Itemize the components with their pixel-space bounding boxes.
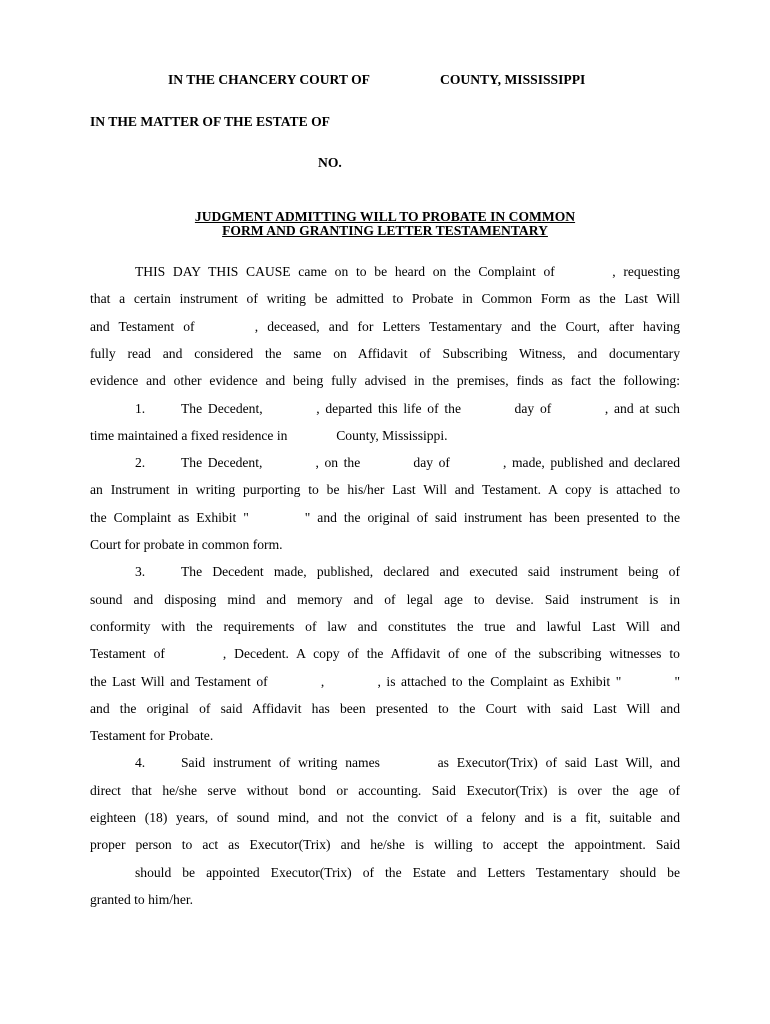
body-text: Court for probate in common form.	[90, 537, 283, 552]
body-text: direct that he/she serve without bond or accounting. Said Executor(Trix) is over the age of	[90, 783, 680, 798]
body-line	[90, 782, 680, 800]
document-title-line-2: FORM AND GRANTING LETTER TESTAMENTARY	[222, 223, 548, 238]
body-line	[90, 591, 680, 609]
estate-heading: IN THE MATTER OF THE ESTATE OF	[90, 114, 330, 129]
body-text: an Instrument in writing purporting to be his/her Last Will and Testament. A copy is attached to	[90, 482, 680, 497]
body-text: that a certain instrument of writing be admitted to Probate in Common Form as the Last Will	[90, 291, 680, 306]
body-line	[181, 754, 680, 772]
case-number-label: NO.	[318, 155, 342, 170]
body-text: and Testament of	[90, 319, 195, 334]
body-line	[181, 563, 680, 581]
body-line	[181, 454, 680, 472]
body-text: , and at such	[604, 401, 680, 416]
body-line	[90, 809, 680, 827]
body-line	[90, 372, 680, 390]
body-text: sound and disposing mind and memory and of legal age to devise. Said instrument is in	[90, 592, 680, 607]
paragraph-number: 4.	[135, 755, 146, 770]
county-heading: COUNTY, MISSISSIPPI	[440, 72, 586, 87]
body-text: as Executor(Trix) of said Last Will, and	[437, 755, 680, 770]
body-text: should be appointed Executor(Trix) of the Estate and Letters Testamentary should be	[135, 865, 680, 880]
body-line	[90, 836, 680, 854]
body-text: the Complaint as Exhibit "	[90, 510, 249, 525]
body-text: Testament of	[90, 646, 165, 661]
body-text: and the original of said Affidavit has been presented to the Court with said Last Will and	[90, 701, 680, 716]
body-text: , Decedent. A copy of the Affidavit of one of the subscribing witnesses to	[222, 646, 680, 661]
body-line	[90, 700, 680, 718]
body-text: evidence and other evidence and being fully advised in the premises, finds as fact the following:	[90, 373, 680, 388]
body-text: proper person to act as Executor(Trix) and he/she is willing to accept the appointment. Said	[90, 837, 680, 852]
body-line	[90, 645, 680, 663]
body-text: fully read and considered the same on Affidavit of Subscribing Witness, and documentary	[90, 346, 680, 361]
body-line	[90, 427, 448, 445]
body-text: "	[674, 674, 680, 689]
court-heading: IN THE CHANCERY COURT OF	[168, 72, 370, 87]
paragraph-number: 1.	[135, 401, 146, 416]
body-text: , on the	[315, 455, 361, 470]
body-text: The Decedent made, published, declared and executed said instrument being of	[181, 564, 680, 579]
body-line	[90, 891, 193, 909]
body-text: , is attached to the Complaint as Exhibit "	[377, 674, 622, 689]
body-text: , made, published and declared	[503, 455, 680, 470]
body-text: day of	[514, 401, 552, 416]
body-text: conformity with the requirements of law and constitutes the true and lawful Last Will and	[90, 619, 680, 634]
body-text: the Last Will and Testament of	[90, 674, 268, 689]
body-text: day of	[413, 455, 450, 470]
body-text: granted to him/her.	[90, 892, 194, 907]
body-line	[181, 400, 680, 418]
body-line	[90, 727, 213, 745]
body-text: THIS DAY THIS CAUSE came on to be heard on the Complaint of	[135, 264, 555, 279]
body-text: , deceased, and for Letters Testamentary and the Court, after having	[254, 319, 680, 334]
body-line	[90, 536, 283, 554]
body-line	[90, 618, 680, 636]
body-line	[90, 318, 680, 336]
body-text: , requesting	[612, 264, 680, 279]
body-line	[90, 345, 680, 363]
body-text: ,	[320, 674, 325, 689]
body-line	[90, 673, 680, 691]
paragraph-number: 3.	[135, 564, 146, 579]
body-line	[90, 509, 680, 527]
paragraph-number: 2.	[135, 455, 146, 470]
body-text: County, Mississippi.	[336, 428, 448, 443]
body-line	[90, 290, 680, 308]
body-text: eighteen (18) years, of sound mind, and not the convict of a felony and is a fit, suitable and	[90, 810, 680, 825]
body-text: time maintained a fixed residence in	[90, 428, 288, 443]
body-text: " and the original of said instrument has been presented to the	[304, 510, 680, 525]
body-text: Testament for Probate.	[90, 728, 214, 743]
body-line	[135, 864, 680, 882]
body-line	[135, 263, 680, 281]
body-text: Said instrument of writing names	[181, 755, 380, 770]
body-text: The Decedent,	[181, 455, 263, 470]
document-title-line-1: JUDGMENT ADMITTING WILL TO PROBATE IN COMMON	[194, 209, 576, 224]
body-text: The Decedent,	[181, 401, 263, 416]
body-line	[90, 481, 680, 499]
body-text: , departed this life of the	[316, 401, 461, 416]
